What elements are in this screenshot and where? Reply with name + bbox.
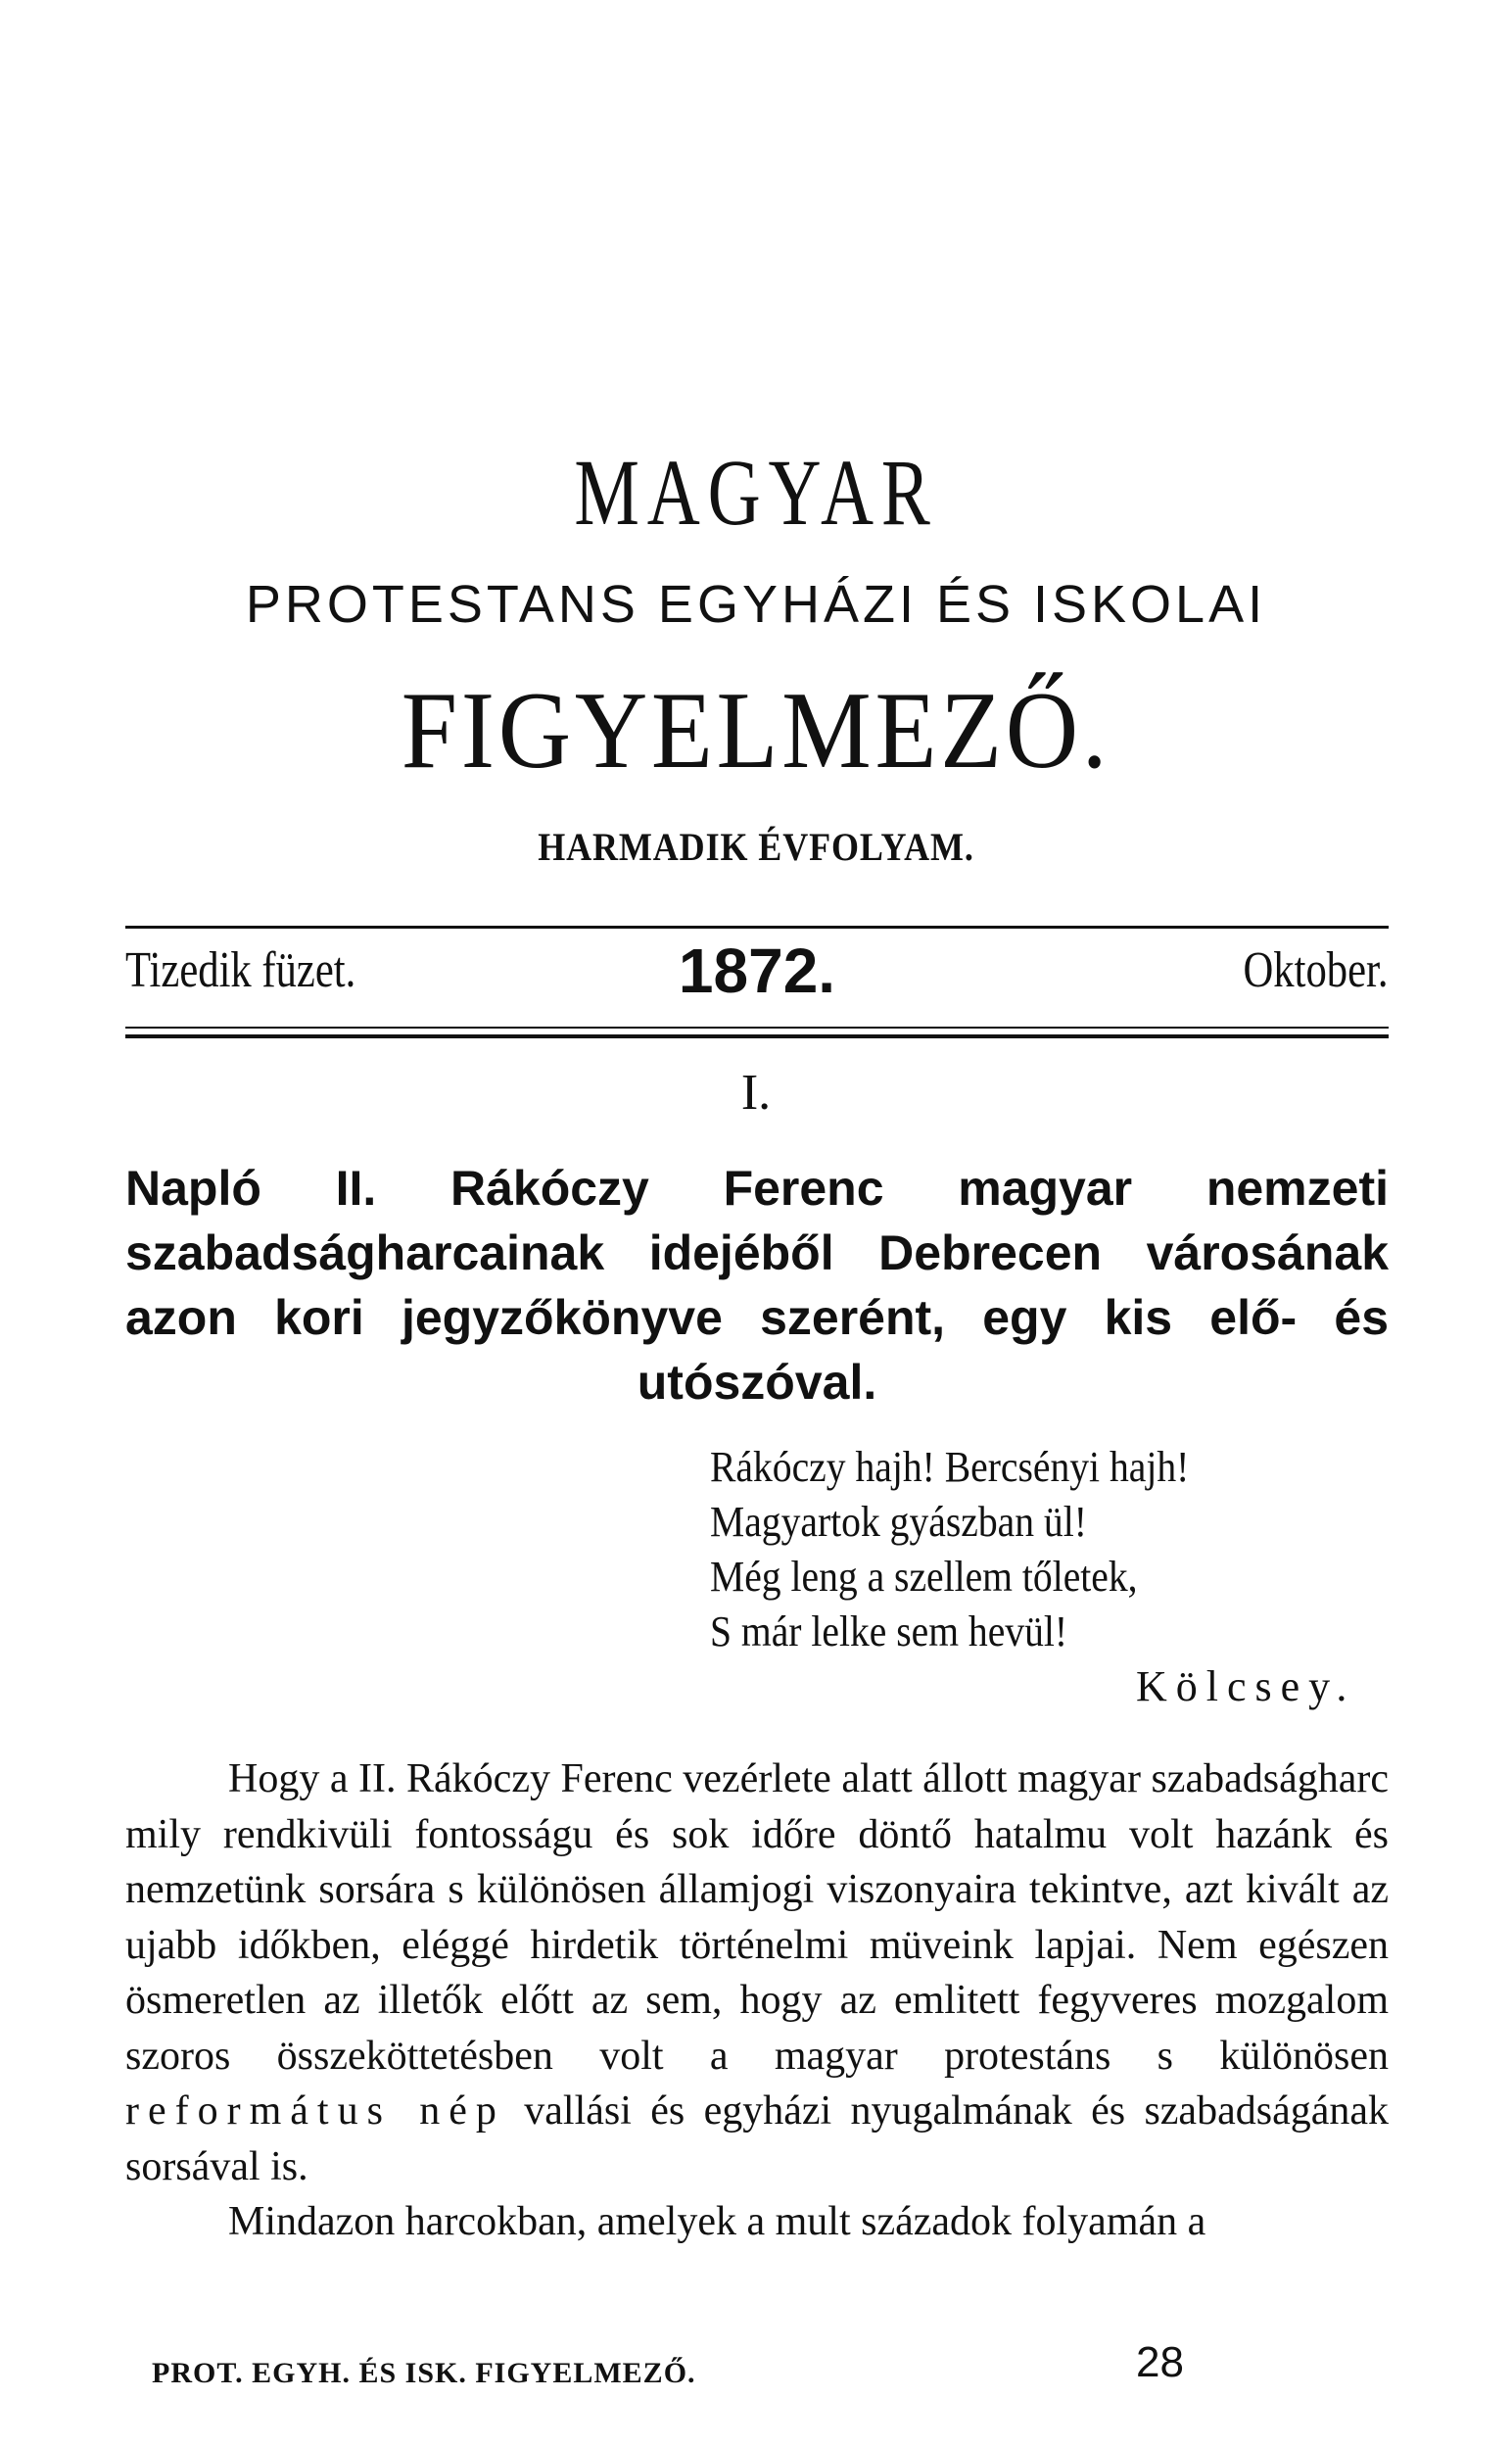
issue-number: Tizedik füzet.: [125, 942, 356, 998]
issue-row: [125, 935, 1389, 1014]
masthead-title: FIGYELMEZŐ.: [401, 670, 1111, 791]
issue-year: 1872.: [678, 935, 836, 1006]
masthead-volume: HARMADIK ÉVFOLYAM.: [538, 825, 974, 869]
paragraph: [125, 1751, 1389, 2194]
article-body: [125, 1751, 1389, 2250]
paragraph-text: Hogy a II. Rákóczy Ferenc vezérlete alatt állott magyar szabadságharc mily rendkivüli fontosságu és sok időre döntő hatalmu volt hazánk és nemzetünk sorsára s különösen államjogi viszonyaira tekintve, azt kivált az ujabb időkben, eléggé hirdetik történelmi müveink lapjai. Nem egészen ösmeretlen az illetők előtt az sem, hogy az emlitett fegyveres mozgalom szoros összeköttetésben volt a magyar protestáns s különösen: [125, 1756, 1389, 2079]
epigraph-author: Kölcsey.: [1136, 1662, 1356, 1710]
epigraph-line: S már lelke sem hevül!: [710, 1607, 1068, 1655]
paragraph-text: vallási és egyházi nyugalmának és szabadságának sorsával is.: [125, 2088, 1389, 2189]
double-rule-bottom: [125, 1034, 1389, 1038]
epigraph-line: Még leng a szellem tőletek,: [710, 1553, 1138, 1601]
top-rule: [125, 926, 1389, 929]
section-number: I.: [740, 1065, 772, 1121]
epigraph-line: Magyartok gyászban ül!: [710, 1498, 1087, 1546]
issue-month: Oktober.: [1243, 942, 1389, 998]
epigraph: [710, 1440, 1243, 1659]
paragraph: Mindazon harcokban, amelyek a mult századok folyamán a: [228, 2199, 1206, 2244]
footer-signature: 28: [1136, 2338, 1184, 2386]
masthead-magyar: MAGYAR: [574, 440, 938, 545]
masthead-subtitle: PROTESTANS EGYHÁZI ÉS ISKOLAI: [245, 575, 1267, 634]
spaced-emphasis: református nép: [125, 2088, 505, 2134]
epigraph-line: Rákóczy hajh! Bercsényi hajh!: [710, 1443, 1190, 1491]
article-title: Napló II. Rákóczy Ferenc magyar nemzeti szabadságharcainak idejéből Debrecen városának azon kori jegyzőkönyve szerént, egy kis elő- és utószóval.: [125, 1161, 1389, 1410]
double-rule-top: [125, 1027, 1389, 1029]
footer-journal: PROT. EGYH. ÉS ISK. FIGYELMEZŐ.: [152, 2357, 696, 2389]
